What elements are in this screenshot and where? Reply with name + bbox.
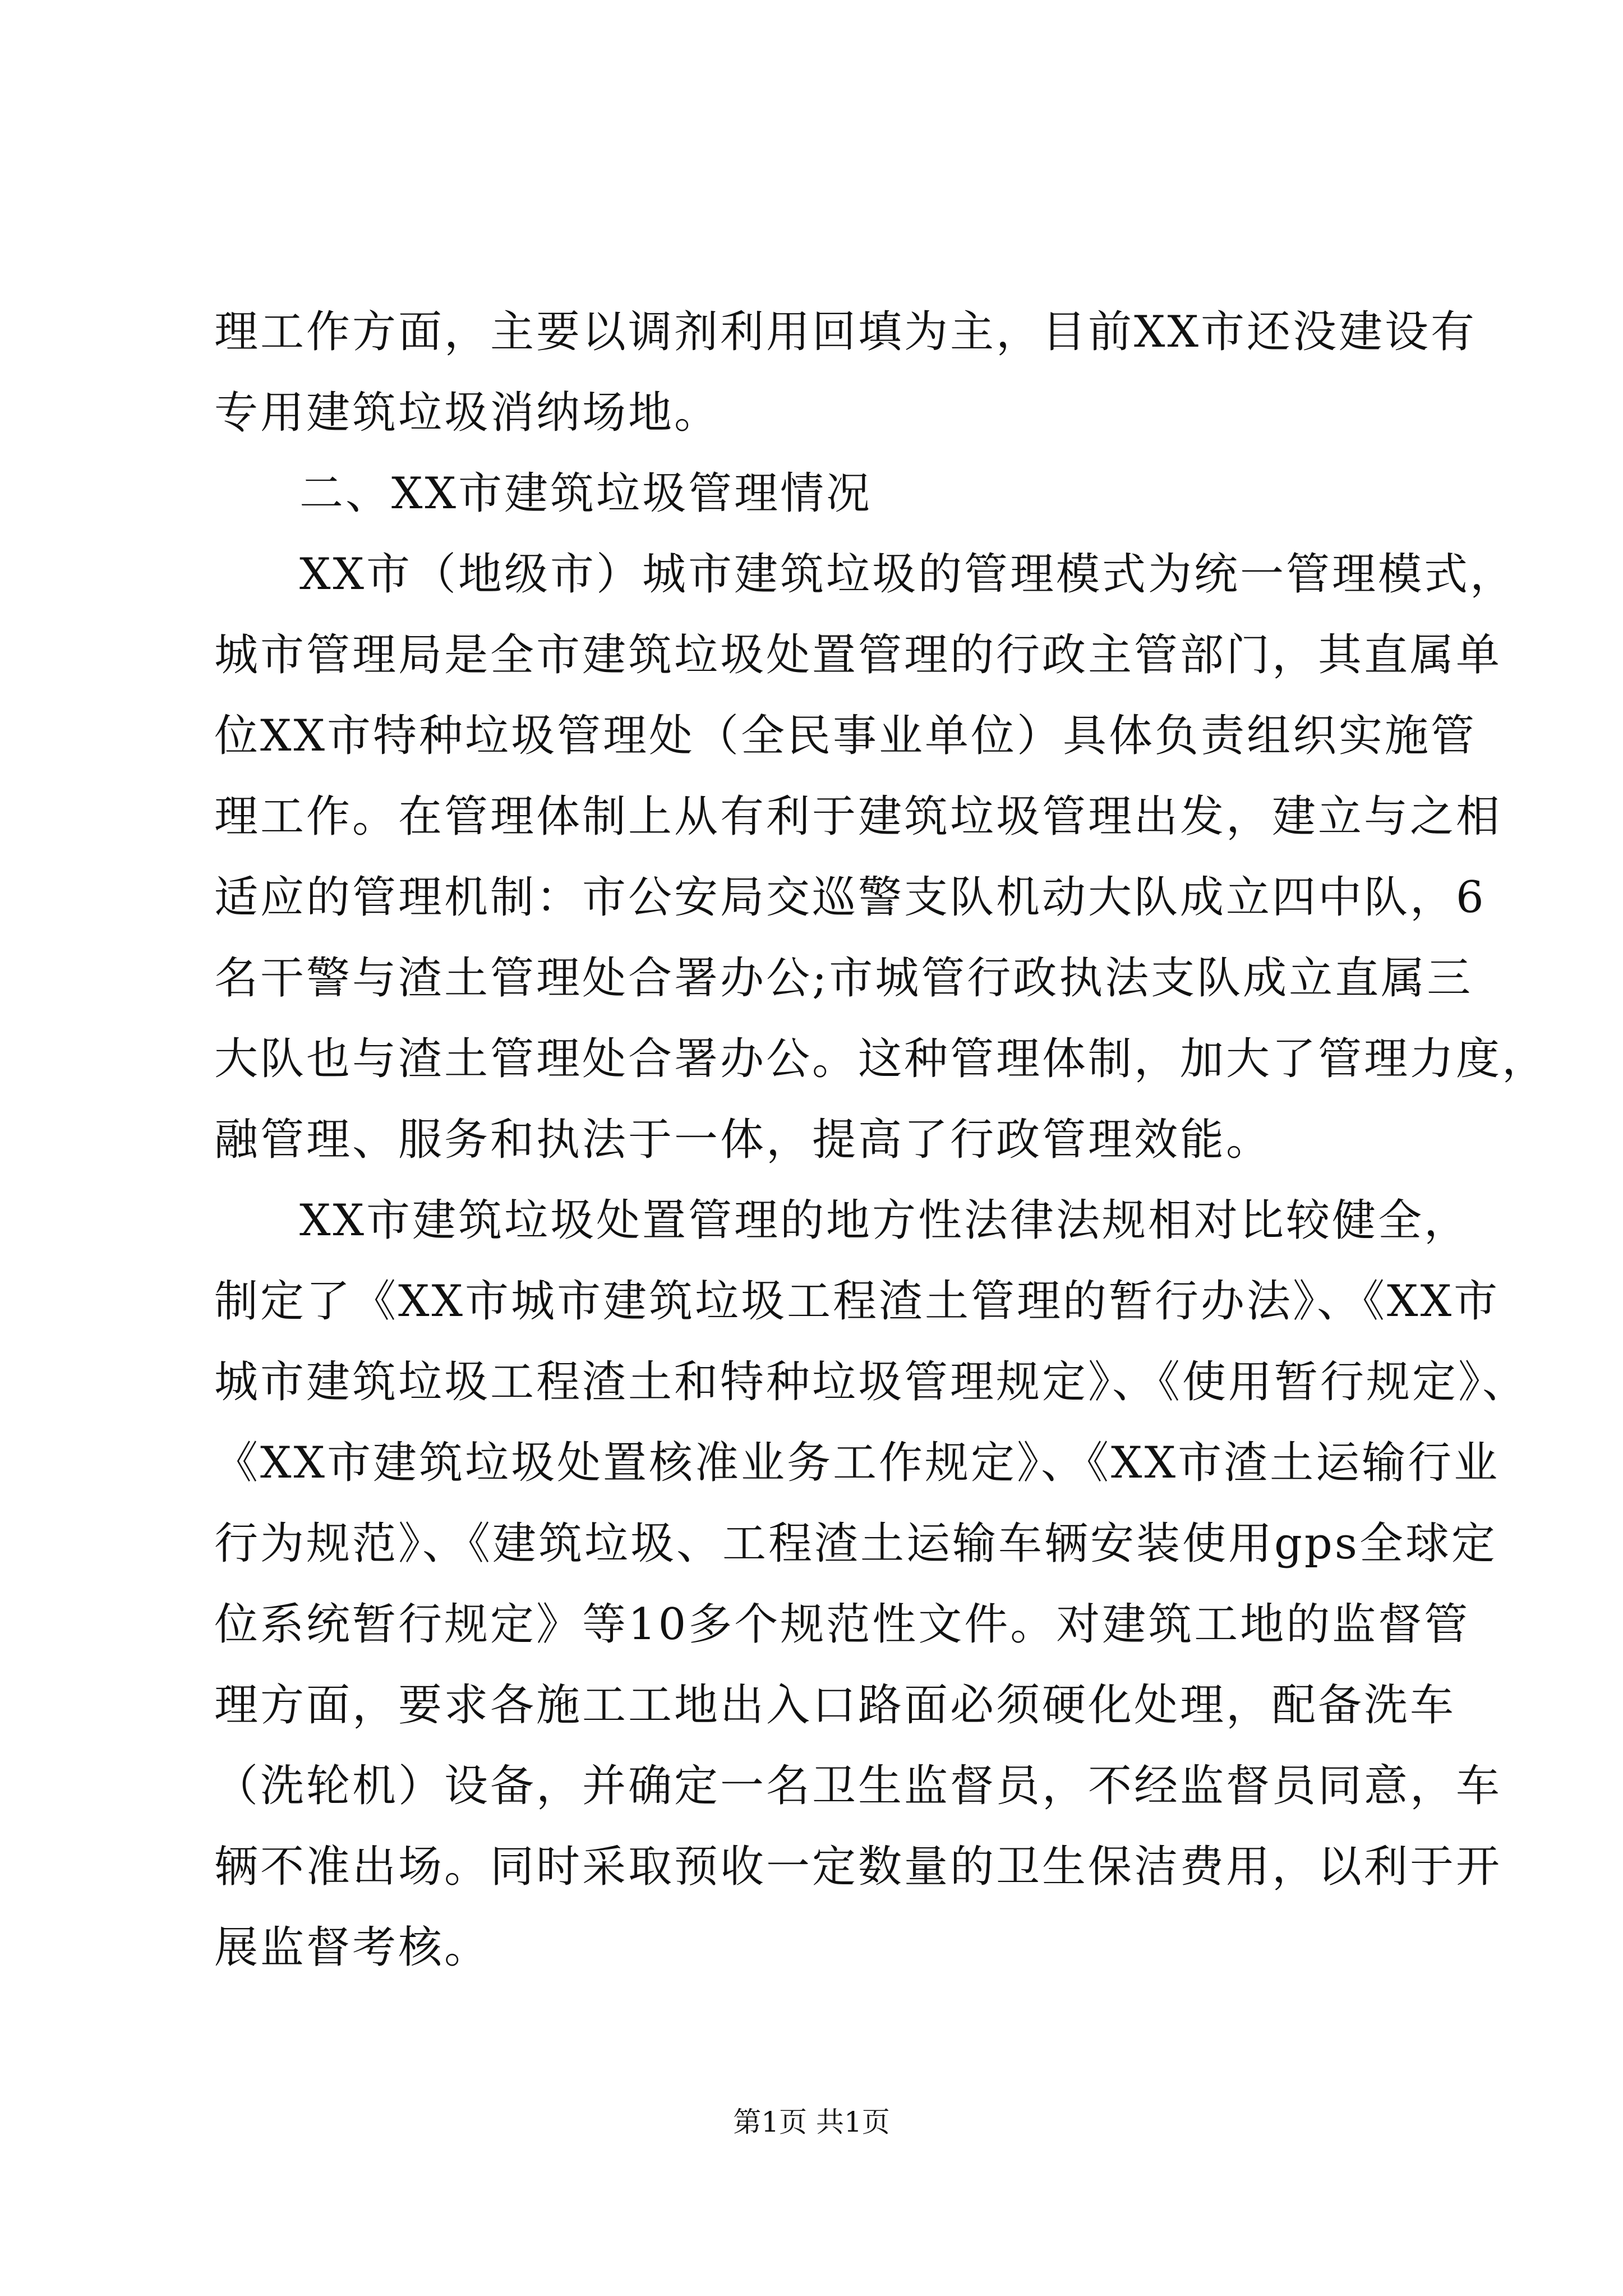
text-line: （洗轮机）设备，并确定一名卫生监督员，不经监督员同意，车 (214, 1761, 1502, 1811)
text-line: 展监督考核。 (214, 1922, 491, 1973)
text-line: 行为规范》、《建筑垃圾、工程渣土运输车辆安装使用gps全球定 (214, 1519, 1497, 1569)
text-line: 名干警与渣土管理处合署办公;市城管行政执法支队成立直属三 (214, 953, 1473, 1004)
text-line: 位XX市特种垃圾管理处（全民事业单位）具体负责组织实施管 (214, 711, 1477, 761)
text-line: 大队也与渣土管理处合署办公。这种管理体制，加大了管理力度， (214, 1034, 1548, 1084)
text-line: 辆不准出场。同时采取预收一定数量的卫生保洁费用，以利于开 (214, 1842, 1502, 1892)
text-line: XX市（地级市）城市建筑垃圾的管理模式为统一管理模式， (299, 549, 1516, 600)
text-line: 位系统暂行规定》等10多个规范性文件。对建筑工地的监督管 (214, 1599, 1470, 1650)
section-heading: 二、XX市建筑垃圾管理情况 (299, 468, 873, 519)
text-line: 城市管理局是全市建筑垃圾处置管理的行政主管部门，其直属单 (214, 630, 1502, 680)
text-line: 理工作方面，主要以调剂利用回填为主，目前XX市还没建设有 (214, 307, 1477, 357)
text-line: 适应的管理机制：市公安局交巡警支队机动大队成立四中队，6 (214, 872, 1486, 923)
text-line: 融管理、服务和执法于一体，提高了行政管理效能。 (214, 1115, 1272, 1165)
text-line: 制定了《XX市城市建筑垃圾工程渣土管理的暂行办法》、《XX市 (214, 1276, 1500, 1327)
text-line: 专用建筑垃圾消纳场地。 (214, 388, 721, 438)
page-footer: 第1页 共1页 (733, 2106, 890, 2138)
text-line: 理方面，要求各施工工地出入口路面必须硬化处理，配备洗车 (214, 1680, 1456, 1731)
body-text (214, 292, 1548, 1988)
text-line: 城市建筑垃圾工程渣土和特种垃圾管理规定》、《使用暂行规定》、 (214, 1357, 1529, 1407)
text-line: 《XX市建筑垃圾处置核准业务工作规定》、《XX市渣土运输行业 (214, 1438, 1500, 1488)
text-line: 理工作。在管理体制上从有利于建筑垃圾管理出发，建立与之相 (214, 792, 1502, 842)
text-line: XX市建筑垃圾处置管理的地方性法律法规相对比较健全， (299, 1195, 1470, 1246)
